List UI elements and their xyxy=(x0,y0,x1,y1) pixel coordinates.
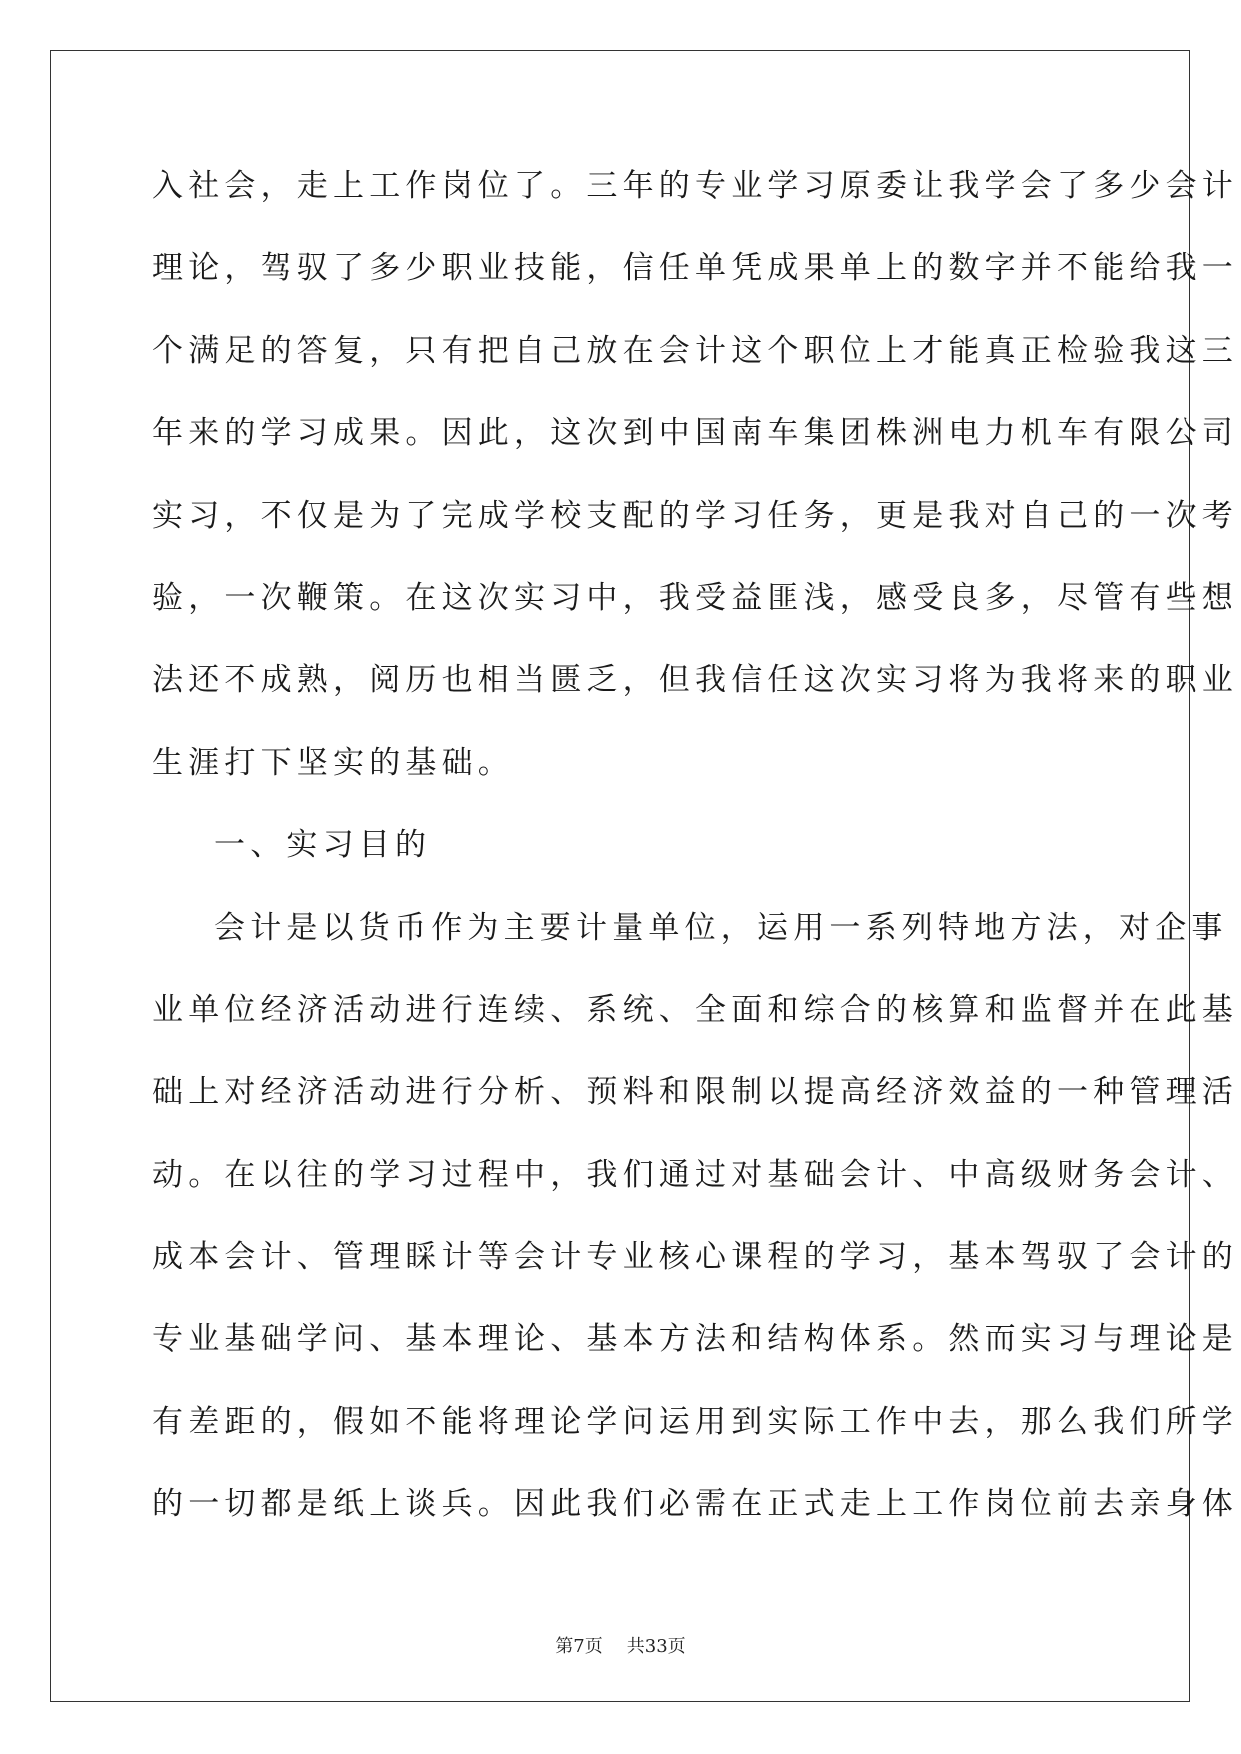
text-line: 理论，驾驭了多少职业技能，信任单凭成果单上的数字并不能给我一 xyxy=(152,250,1238,287)
text-line: 业单位经济活动进行连续、系统、全面和综合的核算和监督并在此基 xyxy=(152,991,1238,1028)
text-line: 入社会，走上工作岗位了。三年的专业学习原委让我学会了多少会计 xyxy=(152,168,1238,204)
text-line: 专业基础学问、基本理论、基本方法和结构体系。然而实习与理论是 xyxy=(152,1321,1238,1358)
text-line: 动。在以往的学习过程中，我们通过对基础会计、中高级财务会计、 xyxy=(152,1156,1238,1193)
text-line: 验，一次鞭策。在这次实习中，我受益匪浅，感受良多，尽管有些想 xyxy=(152,579,1238,616)
text-line: 会计是以货币作为主要计量单位，运用一系列特地方法，对企事 xyxy=(214,909,1228,946)
page-total: 共33页 xyxy=(626,1636,686,1657)
section-heading: 一、实习目的 xyxy=(214,827,432,864)
page-number: 第7页 xyxy=(555,1636,603,1657)
page-footer xyxy=(0,1632,1241,1658)
text-line: 法还不成熟，阅历也相当匮乏，但我信任这次实习将为我将来的职业 xyxy=(152,662,1238,699)
text-line: 的一切都是纸上谈兵。因此我们必需在正式走上工作岗位前去亲身体 xyxy=(152,1486,1238,1523)
text-line: 础上对经济活动进行分析、预料和限制以提高经济效益的一种管理活 xyxy=(152,1074,1238,1111)
document-body xyxy=(152,160,1238,1561)
text-line: 实习，不仅是为了完成学校支配的学习任务，更是我对自己的一次考 xyxy=(152,497,1238,534)
text-line: 个满足的答复，只有把自己放在会计这个职位上才能真正检验我这三 xyxy=(152,332,1238,369)
text-line: 生涯打下坚实的基础。 xyxy=(152,744,514,781)
text-line: 有差距的，假如不能将理论学问运用到实际工作中去，那么我们所学 xyxy=(152,1403,1238,1440)
text-line: 成本会计、管理睬计等会计专业核心课程的学习，基本驾驭了会计的 xyxy=(152,1239,1238,1276)
text-line: 年来的学习成果。因此，这次到中国南车集团株洲电力机车有限公司 xyxy=(152,415,1238,452)
